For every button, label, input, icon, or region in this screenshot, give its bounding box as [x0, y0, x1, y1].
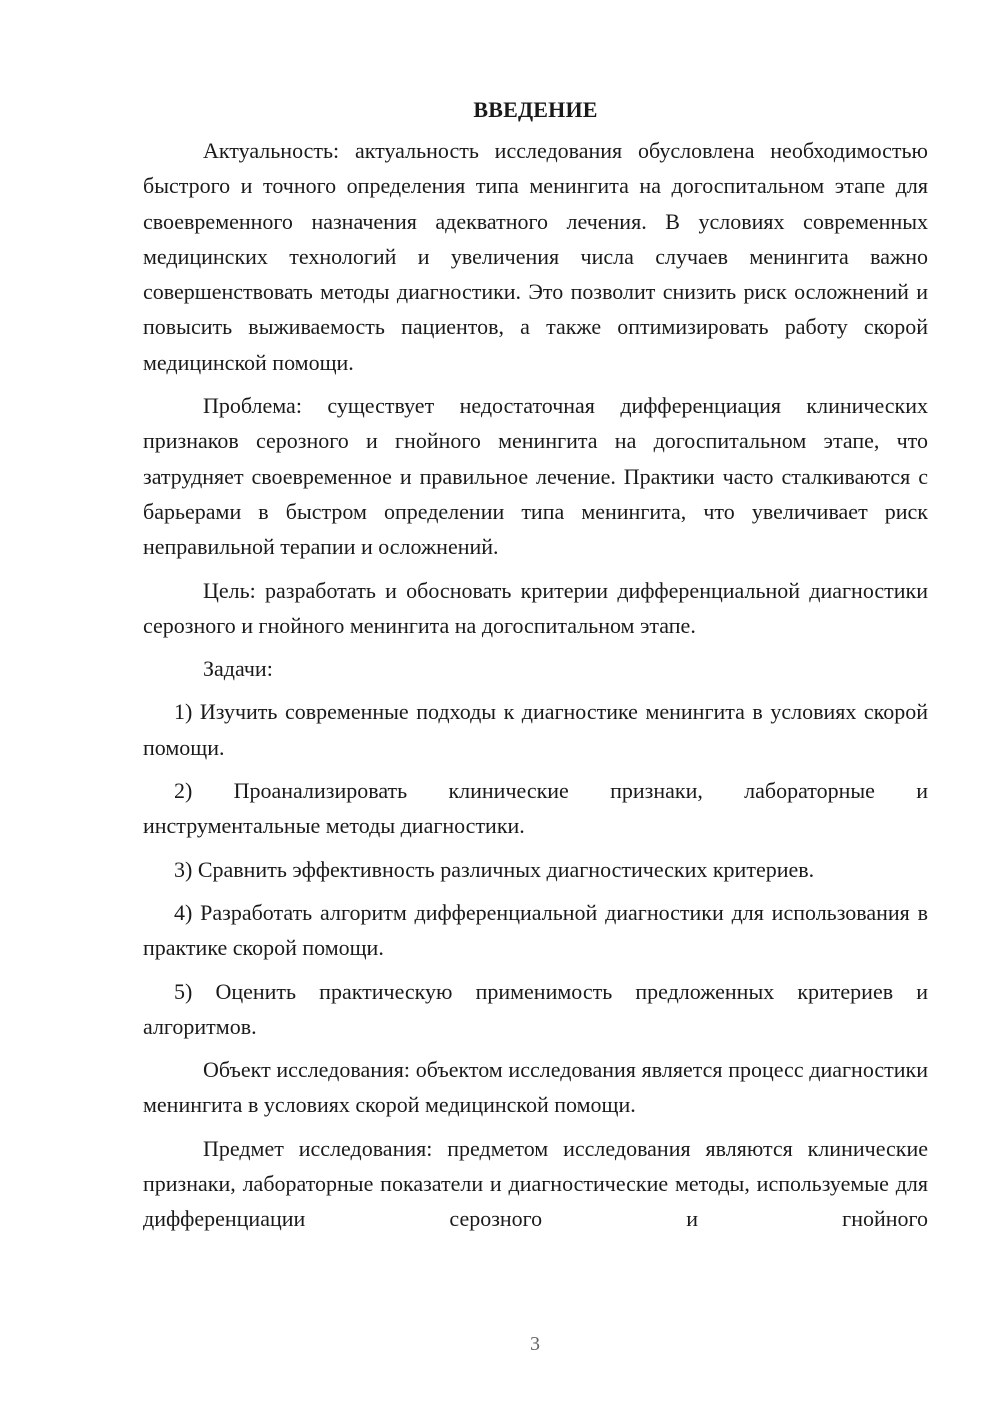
task-item-1: 1) Изучить современные подходы к диагностике менингита в условиях скорой помощи.: [143, 699, 928, 760]
task-item-5: 5) Оценить практическую применимость предложенных критериев и алгоритмов.: [143, 978, 928, 1039]
paragraph-object: Объект исследования: объектом исследования является процесс диагностики менингита в условиях скорой медицинской помощи.: [143, 1057, 928, 1118]
paragraph-problem: Проблема: существует недостаточная дифференциация клинических признаков серозного и гнойного менингита на догоспитальном этапе, что затрудняет своевременное и правильное лечение. Практики часто сталкиваются с барьерами в быстром определении типа менингита, что увеличивает риск неправильной терапии и осложнений.: [143, 393, 928, 560]
page-number: 3: [530, 1333, 540, 1355]
task-item-4: 4) Разработать алгоритм дифференциальной диагностики для использования в практике скорой помощи.: [143, 899, 928, 961]
task-item-3: 3) Сравнить эффективность различных диагностических критериев.: [174, 856, 815, 882]
task-item-2: 2) Проанализировать клинические признаки, лабораторные и инструментальные методы диагностики.: [143, 778, 928, 839]
paragraph-tasks-heading: Задачи:: [203, 656, 273, 682]
section-heading: ВВЕДЕНИЕ: [473, 97, 598, 122]
paragraph-relevance: Актуальность: актуальность исследования обусловлена необходимостью быстрого и точного определения типа менингита на догоспитальном этапе для своевременного назначения адекватного лечения. В условиях современных медицинских технологий и увеличения числа случаев менингита важно совершенствовать методы диагностики. Это позволит снизить риск осложнений и повысить выживаемость пациентов, а также оптимизировать работу скорой медицинской помощи.: [143, 138, 928, 375]
document-page: [143, 92, 928, 1237]
paragraph-subject: Предмет исследования: предметом исследования являются клинические признаки, лабораторные показатели и диагностические методы, используемые для дифференциации серозного и гнойного: [143, 1135, 928, 1232]
paragraph-goal: Цель: разработать и обосновать критерии дифференциальной диагностики серозного и гнойного менингита на догоспитальном этапе.: [143, 577, 928, 638]
